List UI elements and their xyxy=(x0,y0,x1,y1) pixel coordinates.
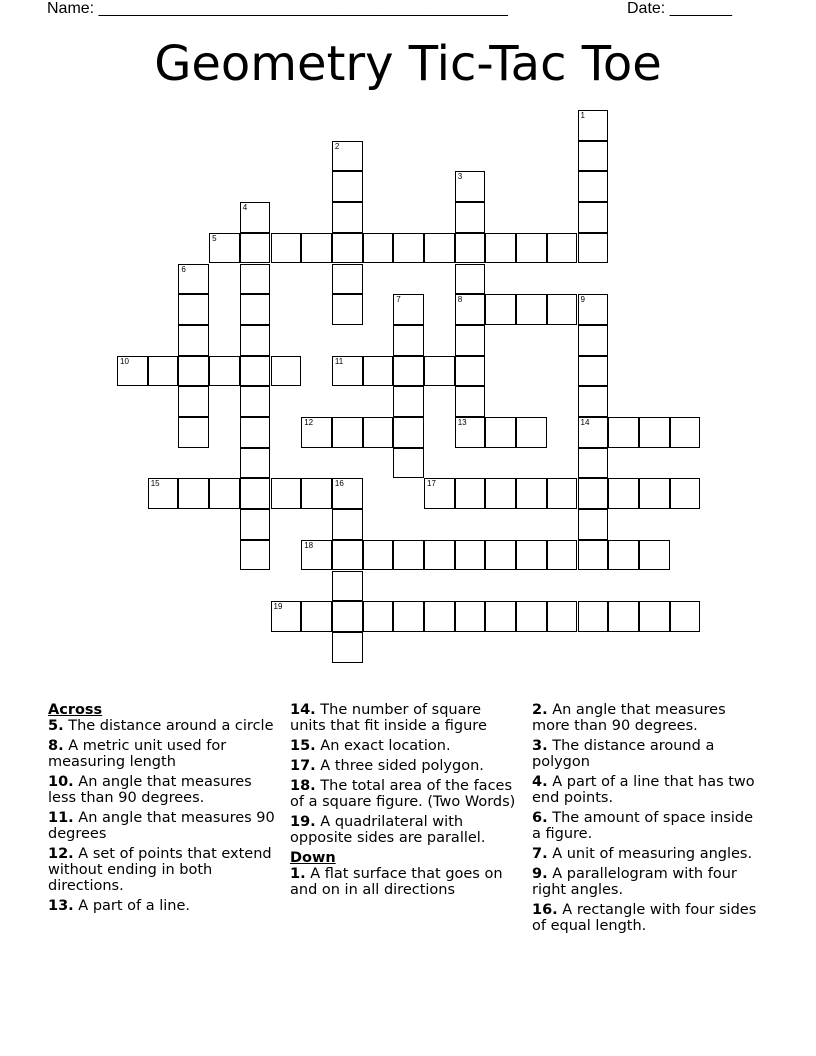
crossword-cell[interactable] xyxy=(670,601,701,632)
crossword-cell[interactable] xyxy=(332,202,363,233)
crossword-cell[interactable] xyxy=(547,294,578,325)
clue-text: The distance around a polygon xyxy=(532,738,715,770)
crossword-cell[interactable] xyxy=(178,417,209,448)
clue-column-1 xyxy=(48,702,280,918)
clue-text: A part of a line that has two end points. xyxy=(532,774,755,806)
crossword-cell[interactable] xyxy=(148,478,179,509)
clue-number-label: 17. xyxy=(290,758,316,774)
crossword-cell[interactable] xyxy=(240,540,271,571)
clue-number-label: 2. xyxy=(532,702,548,718)
crossword-cell[interactable] xyxy=(516,417,547,448)
crossword-cell[interactable] xyxy=(332,478,363,509)
clue-number: 13 xyxy=(457,418,467,427)
crossword-cell[interactable] xyxy=(455,294,486,325)
clue-text: A metric unit used for measuring length xyxy=(48,738,227,770)
clue-text: A rectangle with four sides of equal length. xyxy=(532,902,757,934)
crossword-cell[interactable] xyxy=(178,356,209,387)
clue-number: 3 xyxy=(457,172,463,182)
crossword-cell[interactable] xyxy=(301,417,332,448)
crossword-cell[interactable] xyxy=(240,417,271,448)
crossword-cell[interactable] xyxy=(547,478,578,509)
crossword-cell[interactable] xyxy=(393,325,424,356)
clue-number-label: 15. xyxy=(290,738,316,754)
clue-number-label: 4. xyxy=(532,774,548,790)
crossword-cell[interactable] xyxy=(516,601,547,632)
clue-number-label: 18. xyxy=(290,778,316,794)
crossword-cell[interactable] xyxy=(608,601,639,632)
crossword-cell[interactable] xyxy=(424,601,455,632)
crossword-cell[interactable] xyxy=(393,356,424,387)
crossword-cell[interactable] xyxy=(117,356,148,387)
clue-item xyxy=(290,702,520,734)
crossword-cell[interactable] xyxy=(485,540,516,571)
clue-number: 16 xyxy=(334,479,344,489)
clue-number-label: 12. xyxy=(48,846,74,862)
clue-text: The amount of space inside a figure. xyxy=(532,810,754,842)
clue-item xyxy=(532,902,762,934)
crossword-cell[interactable] xyxy=(332,233,363,264)
clue-item xyxy=(290,814,520,846)
clue-number: 12 xyxy=(304,418,314,427)
clue-item xyxy=(290,738,520,754)
crossword-cell[interactable] xyxy=(485,601,516,632)
clue-text: A quadrilateral with opposite sides are parallel. xyxy=(290,814,486,846)
crossword-cell[interactable] xyxy=(485,478,516,509)
crossword-cell[interactable] xyxy=(363,540,394,571)
crossword-cell[interactable] xyxy=(240,356,271,387)
crossword-cell[interactable] xyxy=(578,141,609,172)
crossword-cell[interactable] xyxy=(363,356,394,387)
clue-number: 4 xyxy=(242,203,248,213)
crossword-cell[interactable] xyxy=(578,448,609,479)
crossword-cell[interactable] xyxy=(240,325,271,356)
crossword-cell[interactable] xyxy=(578,294,609,325)
crossword-cell[interactable] xyxy=(578,171,609,202)
page-title: Geometry Tic-Tac Toe xyxy=(154,36,662,92)
crossword-cell[interactable] xyxy=(240,386,271,417)
name-field-label: Name: ______________________________________________ xyxy=(47,0,508,17)
crossword-cell[interactable] xyxy=(363,233,394,264)
crossword-cell[interactable] xyxy=(516,540,547,571)
clue-item xyxy=(532,846,762,862)
crossword-cell[interactable] xyxy=(639,478,670,509)
crossword-cell[interactable] xyxy=(240,509,271,540)
clue-number-label: 13. xyxy=(48,898,74,914)
crossword-cell[interactable] xyxy=(608,540,639,571)
crossword-cell[interactable] xyxy=(547,540,578,571)
clue-number: 14 xyxy=(580,418,590,427)
crossword-cell[interactable] xyxy=(578,202,609,233)
clue-text: An angle that measures more than 90 degrees. xyxy=(532,702,726,734)
clue-number-label: 16. xyxy=(532,902,558,918)
clue-text: A parallelogram with four right angles. xyxy=(532,866,737,898)
crossword-cell[interactable] xyxy=(363,417,394,448)
clue-number: 10 xyxy=(120,356,129,366)
crossword-cell[interactable] xyxy=(578,325,609,356)
clue-item xyxy=(48,898,280,914)
crossword-cell[interactable] xyxy=(578,601,609,632)
crossword-cell[interactable] xyxy=(639,540,670,571)
crossword-cell[interactable] xyxy=(516,233,547,264)
clue-item xyxy=(48,846,280,894)
crossword-cell[interactable] xyxy=(178,264,209,295)
crossword-cell[interactable] xyxy=(578,110,609,141)
crossword-cell[interactable] xyxy=(455,540,486,571)
clue-section-heading: Across xyxy=(48,702,103,718)
crossword-cell[interactable] xyxy=(516,478,547,509)
crossword-cell[interactable] xyxy=(240,448,271,479)
crossword-cell[interactable] xyxy=(271,356,302,387)
clue-text: The distance around a circle xyxy=(68,718,274,734)
clue-item xyxy=(48,810,280,842)
crossword-cell[interactable] xyxy=(578,540,609,571)
crossword-cell[interactable] xyxy=(271,233,302,264)
clue-item xyxy=(290,866,520,898)
clue-item xyxy=(48,718,280,734)
crossword-cell[interactable] xyxy=(178,386,209,417)
crossword-cell[interactable] xyxy=(209,478,240,509)
crossword-cell[interactable] xyxy=(485,294,516,325)
crossword-cell[interactable] xyxy=(393,386,424,417)
clue-number: 8 xyxy=(457,295,463,305)
clue-number: 19 xyxy=(273,602,283,612)
crossword-cell[interactable] xyxy=(271,478,302,509)
crossword-cell[interactable] xyxy=(455,478,486,509)
clue-number: 17 xyxy=(427,479,436,489)
crossword-cell[interactable] xyxy=(393,233,424,264)
crossword-cell[interactable] xyxy=(332,540,363,571)
clue-number: 7 xyxy=(396,295,401,305)
crossword-cell[interactable] xyxy=(393,294,424,325)
crossword-cell[interactable] xyxy=(240,478,271,509)
crossword-cell[interactable] xyxy=(578,417,609,448)
crossword-cell[interactable] xyxy=(332,632,363,663)
clue-number: 18 xyxy=(304,540,314,550)
clue-item xyxy=(532,702,762,734)
crossword-cell[interactable] xyxy=(485,233,516,264)
clue-number-label: 1. xyxy=(290,866,306,882)
date-field-label: Date: _______ xyxy=(627,0,732,17)
crossword-cell[interactable] xyxy=(516,294,547,325)
crossword-cell[interactable] xyxy=(332,264,363,295)
crossword-cell[interactable] xyxy=(332,509,363,540)
crossword-cell[interactable] xyxy=(639,417,670,448)
clue-number: 11 xyxy=(334,356,344,366)
crossword-cell[interactable] xyxy=(240,294,271,325)
crossword-cell[interactable] xyxy=(455,417,486,448)
crossword-cell[interactable] xyxy=(240,264,271,295)
crossword-cell[interactable] xyxy=(301,540,332,571)
clue-item xyxy=(532,810,762,842)
clue-item xyxy=(532,774,762,806)
clue-number-label: 11. xyxy=(48,810,74,826)
crossword-cell[interactable] xyxy=(670,478,701,509)
crossword-cell[interactable] xyxy=(301,601,332,632)
clue-text: A unit of measuring angles. xyxy=(552,846,753,862)
crossword-cell[interactable] xyxy=(455,325,486,356)
crossword-cell[interactable] xyxy=(547,601,578,632)
crossword-cell[interactable] xyxy=(455,356,486,387)
crossword-cell[interactable] xyxy=(332,417,363,448)
clue-item xyxy=(532,738,762,770)
crossword-cell[interactable] xyxy=(271,601,302,632)
crossword-cell[interactable] xyxy=(424,233,455,264)
crossword-cell[interactable] xyxy=(332,601,363,632)
clue-text: A set of points that extend without ending in both directions. xyxy=(48,846,272,894)
clue-number-label: 5. xyxy=(48,718,64,734)
clue-number-label: 10. xyxy=(48,774,74,790)
crossword-cell[interactable] xyxy=(547,233,578,264)
crossword-cell[interactable] xyxy=(332,171,363,202)
crossword-cell[interactable] xyxy=(455,601,486,632)
crossword-cell[interactable] xyxy=(455,264,486,295)
crossword-cell[interactable] xyxy=(424,478,455,509)
clue-number: 5 xyxy=(212,233,217,243)
crossword-cell[interactable] xyxy=(332,356,363,387)
clue-number-label: 7. xyxy=(532,846,548,862)
crossword-cell[interactable] xyxy=(455,171,486,202)
crossword-cell[interactable] xyxy=(332,141,363,172)
crossword-cell[interactable] xyxy=(240,233,271,264)
crossword-cell[interactable] xyxy=(148,356,179,387)
crossword-cell[interactable] xyxy=(393,601,424,632)
crossword-cell[interactable] xyxy=(393,540,424,571)
clue-number: 1 xyxy=(580,111,585,120)
crossword-cell[interactable] xyxy=(301,233,332,264)
crossword-cell[interactable] xyxy=(393,448,424,479)
clue-text: An angle that measures less than 90 degrees. xyxy=(48,774,252,806)
crossword-cell[interactable] xyxy=(578,386,609,417)
clue-number-label: 9. xyxy=(532,866,548,882)
clue-number-label: 3. xyxy=(532,738,548,754)
crossword-cell[interactable] xyxy=(578,356,609,387)
crossword-cell[interactable] xyxy=(393,417,424,448)
crossword-cell[interactable] xyxy=(332,294,363,325)
crossword-cell[interactable] xyxy=(639,601,670,632)
clue-number-label: 6. xyxy=(532,810,548,826)
clue-column-2 xyxy=(290,702,520,902)
crossword-cell[interactable] xyxy=(178,325,209,356)
crossword-cell[interactable] xyxy=(455,202,486,233)
crossword-cell[interactable] xyxy=(301,478,332,509)
crossword-cell[interactable] xyxy=(424,540,455,571)
crossword-cell[interactable] xyxy=(485,417,516,448)
crossword-cell[interactable] xyxy=(332,571,363,602)
crossword-cell[interactable] xyxy=(608,478,639,509)
clue-text: An exact location. xyxy=(320,738,451,754)
clue-number: 9 xyxy=(580,295,585,305)
crossword-cell[interactable] xyxy=(578,509,609,540)
clue-text: The total area of the faces of a square figure. (Two Words) xyxy=(290,778,516,810)
clue-item xyxy=(48,738,280,770)
clue-number: 15 xyxy=(150,479,160,489)
crossword-cell[interactable] xyxy=(578,233,609,264)
clue-text: A three sided polygon. xyxy=(320,758,484,774)
clue-text: A flat surface that goes on and on in all directions xyxy=(290,866,503,898)
crossword-cell[interactable] xyxy=(178,478,209,509)
clue-text: The number of square units that fit inside a figure xyxy=(290,702,487,734)
clue-item xyxy=(48,774,280,806)
crossword-cell[interactable] xyxy=(670,417,701,448)
crossword-cell[interactable] xyxy=(455,386,486,417)
clue-text: A part of a line. xyxy=(78,898,191,914)
clue-number: 6 xyxy=(181,264,186,274)
clue-item xyxy=(290,758,520,774)
crossword-cell[interactable] xyxy=(455,233,486,264)
crossword-cell[interactable] xyxy=(178,294,209,325)
crossword-cell[interactable] xyxy=(240,202,271,233)
crossword-cell[interactable] xyxy=(363,601,394,632)
clue-text: An angle that measures 90 degrees xyxy=(48,810,275,842)
clue-number-label: 19. xyxy=(290,814,316,830)
clue-section-heading: Down xyxy=(290,850,336,866)
clue-column-3 xyxy=(532,702,762,938)
crossword-cell[interactable] xyxy=(424,356,455,387)
crossword-cell[interactable] xyxy=(608,417,639,448)
crossword-cell[interactable] xyxy=(209,356,240,387)
clue-item xyxy=(532,866,762,898)
clue-number: 2 xyxy=(334,141,340,151)
crossword-cell[interactable] xyxy=(578,478,609,509)
clue-number-label: 14. xyxy=(290,702,316,718)
clue-number-label: 8. xyxy=(48,738,64,754)
crossword-cell[interactable] xyxy=(209,233,240,264)
clue-item xyxy=(290,778,520,810)
